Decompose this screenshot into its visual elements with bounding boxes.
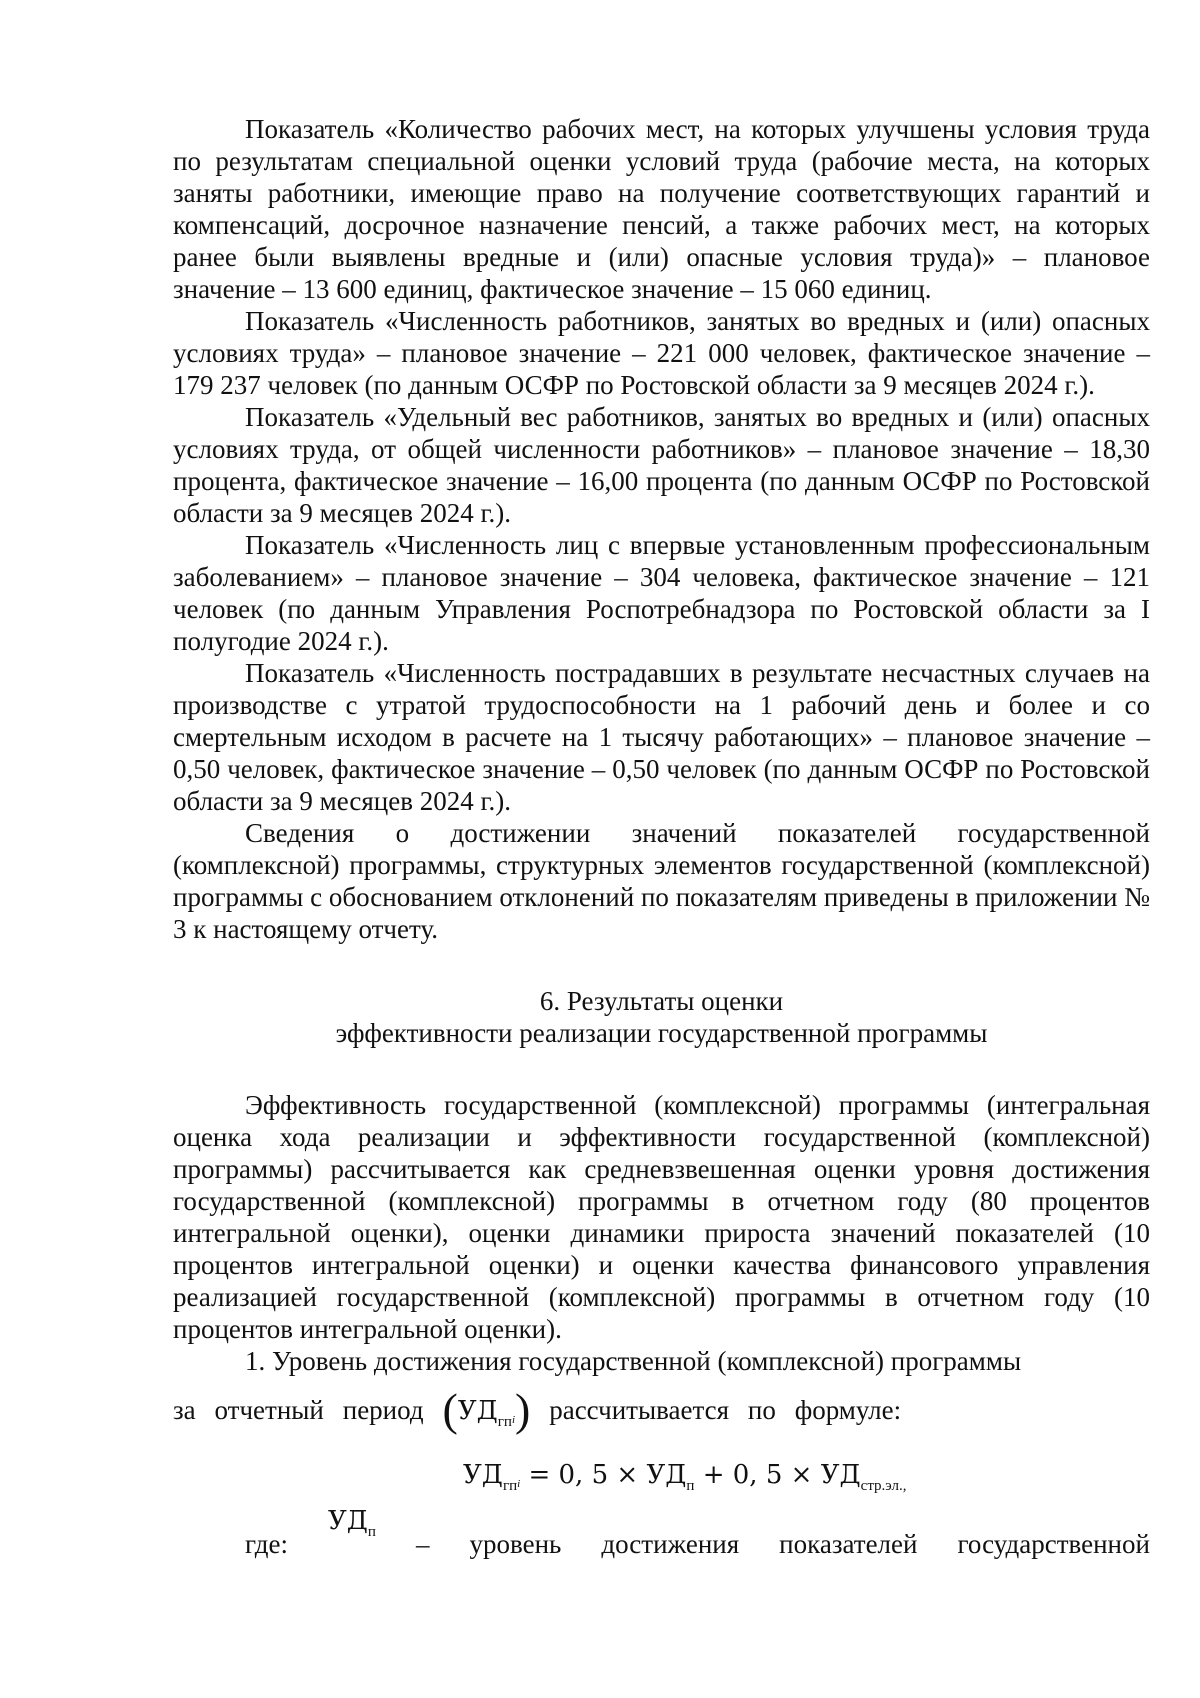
paragraph-item1: 1. Уровень достижения государственной (комплексной) программы — [245, 1346, 1022, 1376]
formula-times2: × — [782, 1460, 821, 1490]
formula-coef1: 0, 5 — [558, 1460, 609, 1490]
where-line — [173, 1506, 1150, 1572]
right-paren: ) — [515, 1384, 531, 1435]
paragraph-indicator-occupational-disease: Показатель «Численность лиц с впервые установленным профессиональным заболеванием» – плановое значение – 304 человека, фактическое значение – 121 человек (по данным Управления Роспотребнадзора по Ростовской области за I полугодие 2024 г.). — [173, 530, 1150, 656]
inline-formula — [442, 1384, 549, 1435]
where-dash: – — [415, 1529, 430, 1559]
formula-p-sub: п — [686, 1478, 695, 1494]
paragraph-indicator-accidents: Показатель «Численность пострадавших в результате несчастных случаев на производстве с утратой трудоспособности на 1 рабочий день и более и со смертельным исходом в расчете на 1 тысячу работающих» – плановое значение – 0,50 человек, фактическое значение – 0,50 человек (по данным ОСФР по Ростовской области за 9 месяцев 2024 г.). — [173, 658, 1150, 816]
formula-times1: × — [608, 1460, 647, 1490]
gp-subscript: гп — [497, 1414, 512, 1430]
formula-gp-sub: гп — [502, 1478, 518, 1494]
where-label: где: — [245, 1529, 288, 1559]
formula-coef2: 0, 5 — [732, 1460, 783, 1490]
where-word3: показателей — [779, 1529, 918, 1559]
item1-suffix: рассчитывается по формуле: — [549, 1395, 902, 1425]
formula-ud-gp: УД — [463, 1460, 503, 1490]
paragraph-efficiency: Эффективность государственной (комплексной) программы (интегральная оценка хода реализации и эффективности государственной (комплексной) программы) рассчитывается как средневзвешенная оценки уровня достижения государственной (комплексной) программы в отчетном году (80 процентов интегральной оценки), оценки динамики прироста значений показателей (10 процентов интегральной оценки) и оценки качества финансового управления реализацией государственной (комплексной) программы в отчетном году (10 процентов интегральной оценки). — [173, 1090, 1150, 1344]
spacer — [173, 1049, 1150, 1089]
formula-i-sub: i — [517, 1478, 521, 1490]
where-word4: государственной — [957, 1529, 1150, 1559]
where-word1: уровень — [469, 1529, 562, 1559]
item1-prefix: за отчетный период — [173, 1395, 424, 1425]
where-ud-symbol: УД — [327, 1506, 368, 1536]
section-heading-line1: 6. Результаты оценки — [539, 986, 784, 1016]
formula-plus: + — [694, 1460, 733, 1490]
left-paren: ( — [442, 1384, 458, 1435]
main-formula — [463, 1454, 1150, 1506]
paragraph-indicator-workplaces: Показатель «Количество рабочих мест, на которых улучшены условия труда по результатам специальной оценки условий труда (рабочие места, на которых заняты работники, имеющие право на получение соответствующих гарантий и компенсаций, досрочное назначение пенсий, а также рабочих мест, на которых ранее были выявлены вредные и (или) опасные условия труда)» – плановое значение – 13 600 единиц, фактическое значение – 15 060 единиц. — [173, 114, 1150, 304]
where-word2: достижения — [601, 1529, 740, 1559]
paragraph-indicator-share-workers: Показатель «Удельный вес работников, занятых во вредных и (или) опасных условиях труда, от общей численности работников» – плановое значение – 18,30 процента, фактическое значение – 16,00 процента (по данным ОСФР по Ростовской области за 9 месяцев 2024 г.). — [173, 402, 1150, 528]
paragraph-indicator-workers-harmful: Показатель «Численность работников, занятых во вредных и (или) опасных условиях труда» – плановое значение – 221 000 человек, фактическое значение – 179 237 человек (по данным ОСФР по Ростовской области за 9 месяцев 2024 г.). — [173, 306, 1150, 400]
section-heading — [173, 985, 1150, 1049]
where-p-sub: п — [367, 1524, 376, 1540]
i-subscript: i — [511, 1414, 515, 1426]
ud-symbol: УД — [457, 1396, 498, 1426]
formula-ud-p: УД — [646, 1460, 687, 1490]
paragraph-item1-continued — [173, 1384, 1150, 1438]
formula-ud-str: УД — [820, 1460, 861, 1490]
paragraph-appendix-reference: Сведения о достижении значений показателей государственной (комплексной) программы, структурных элементов государственной (комплексной) программы с обоснованием отклонений по показателям приведены в приложении № 3 к настоящему отчету. — [173, 818, 1150, 944]
document-page — [173, 113, 1150, 1572]
where-ud-p — [328, 1504, 376, 1548]
formula-equals: = — [520, 1460, 559, 1490]
formula-comma: , — [902, 1478, 907, 1494]
formula-str-sub: стр.эл. — [860, 1478, 903, 1494]
section-heading-line2: эффективности реализации государственной программы — [335, 1018, 988, 1048]
